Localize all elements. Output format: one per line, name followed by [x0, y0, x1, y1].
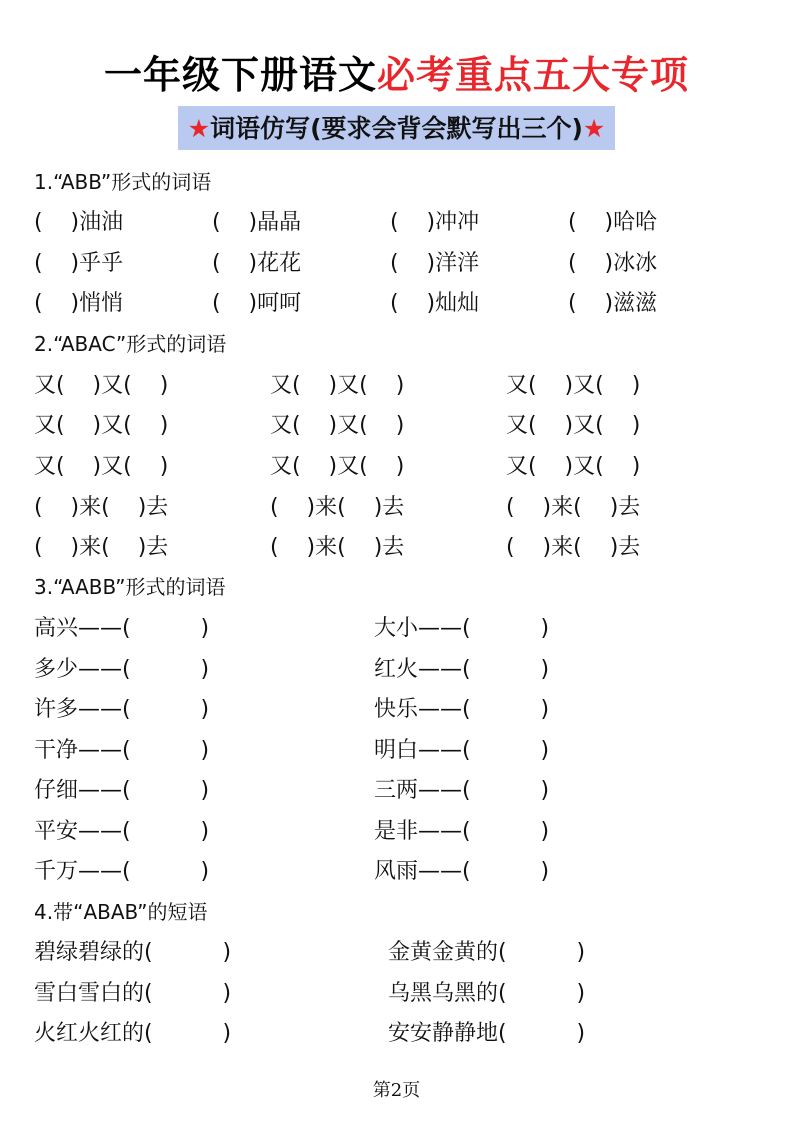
- abac-item: 又( )又( ): [506, 454, 641, 479]
- abb-item: ( )油油: [34, 210, 124, 235]
- page-number: 第2页: [372, 1080, 421, 1101]
- abb-item: ( )悄悄: [34, 291, 124, 316]
- aabb-item: 干净——( ): [34, 738, 210, 763]
- abb-item: ( )冲冲: [390, 210, 480, 235]
- aabb-item: 风雨——( ): [374, 859, 550, 884]
- aabb-item: 高兴——( ): [34, 616, 210, 641]
- abb-item: ( )灿灿: [390, 291, 480, 316]
- abac-item: 又( )又( ): [506, 373, 641, 398]
- section-banner: [178, 106, 616, 150]
- abac-item: ( )来( )去: [34, 495, 169, 520]
- section2-heading: 2.“ABAC”形式的词语: [34, 332, 227, 356]
- abac-item: ( )来( )去: [506, 495, 641, 520]
- aabb-item: 平安——( ): [34, 819, 210, 844]
- banner-wrap: [0, 106, 793, 150]
- abac-item: ( )来( )去: [34, 535, 169, 560]
- section4-heading: 4.带“ABAB”的短语: [34, 900, 208, 924]
- star-icon-left: ★: [187, 114, 211, 143]
- abab-item: 火红火红的( ): [34, 1021, 232, 1046]
- aabb-item: 快乐——( ): [374, 697, 550, 722]
- title-part-black: 一年级下册语文: [103, 53, 377, 97]
- abac-item: 又( )又( ): [34, 373, 169, 398]
- section1-heading: 1.“ABB”形式的词语: [34, 170, 212, 194]
- abb-item: ( )花花: [212, 251, 302, 276]
- abac-item: 又( )又( ): [270, 413, 405, 438]
- banner-text: 词语仿写(要求会背会默写出三个): [210, 114, 583, 143]
- abac-item: ( )来( )去: [270, 535, 405, 560]
- aabb-item: 大小——( ): [374, 616, 550, 641]
- abab-item: 安安静静地( ): [388, 1021, 586, 1046]
- aabb-item: 三两——( ): [374, 778, 550, 803]
- aabb-item: 千万——( ): [34, 859, 210, 884]
- abb-item: ( )冰冰: [568, 251, 658, 276]
- aabb-item: 许多——( ): [34, 697, 210, 722]
- abb-item: ( )乎乎: [34, 251, 124, 276]
- abb-item: ( )洋洋: [390, 251, 480, 276]
- abab-item: 雪白雪白的( ): [34, 981, 232, 1006]
- abb-item: ( )呵呵: [212, 291, 302, 316]
- aabb-item: 是非——( ): [374, 819, 550, 844]
- abac-item: 又( )又( ): [270, 373, 405, 398]
- abac-item: 又( )又( ): [34, 454, 169, 479]
- abb-item: ( )哈哈: [568, 210, 658, 235]
- aabb-item: 明白——( ): [374, 738, 550, 763]
- star-icon-right: ★: [582, 114, 606, 143]
- title-part-red: 必考重点五大专项: [377, 53, 690, 97]
- abab-item: 碧绿碧绿的( ): [34, 940, 232, 965]
- abb-item: ( )滋滋: [568, 291, 658, 316]
- abb-item: ( )晶晶: [212, 210, 302, 235]
- abac-item: ( )来( )去: [270, 495, 405, 520]
- section3-heading: 3.“AABB”形式的词语: [34, 575, 226, 599]
- aabb-item: 多少——( ): [34, 657, 210, 682]
- aabb-item: 红火——( ): [374, 657, 550, 682]
- abac-item: ( )来( )去: [506, 535, 641, 560]
- abab-item: 乌黑乌黑的( ): [388, 981, 586, 1006]
- aabb-item: 仔细——( ): [34, 778, 210, 803]
- abac-item: 又( )又( ): [34, 413, 169, 438]
- abac-item: 又( )又( ): [270, 454, 405, 479]
- abac-item: 又( )又( ): [506, 413, 641, 438]
- page-title: [0, 44, 793, 99]
- abab-item: 金黄金黄的( ): [388, 940, 586, 965]
